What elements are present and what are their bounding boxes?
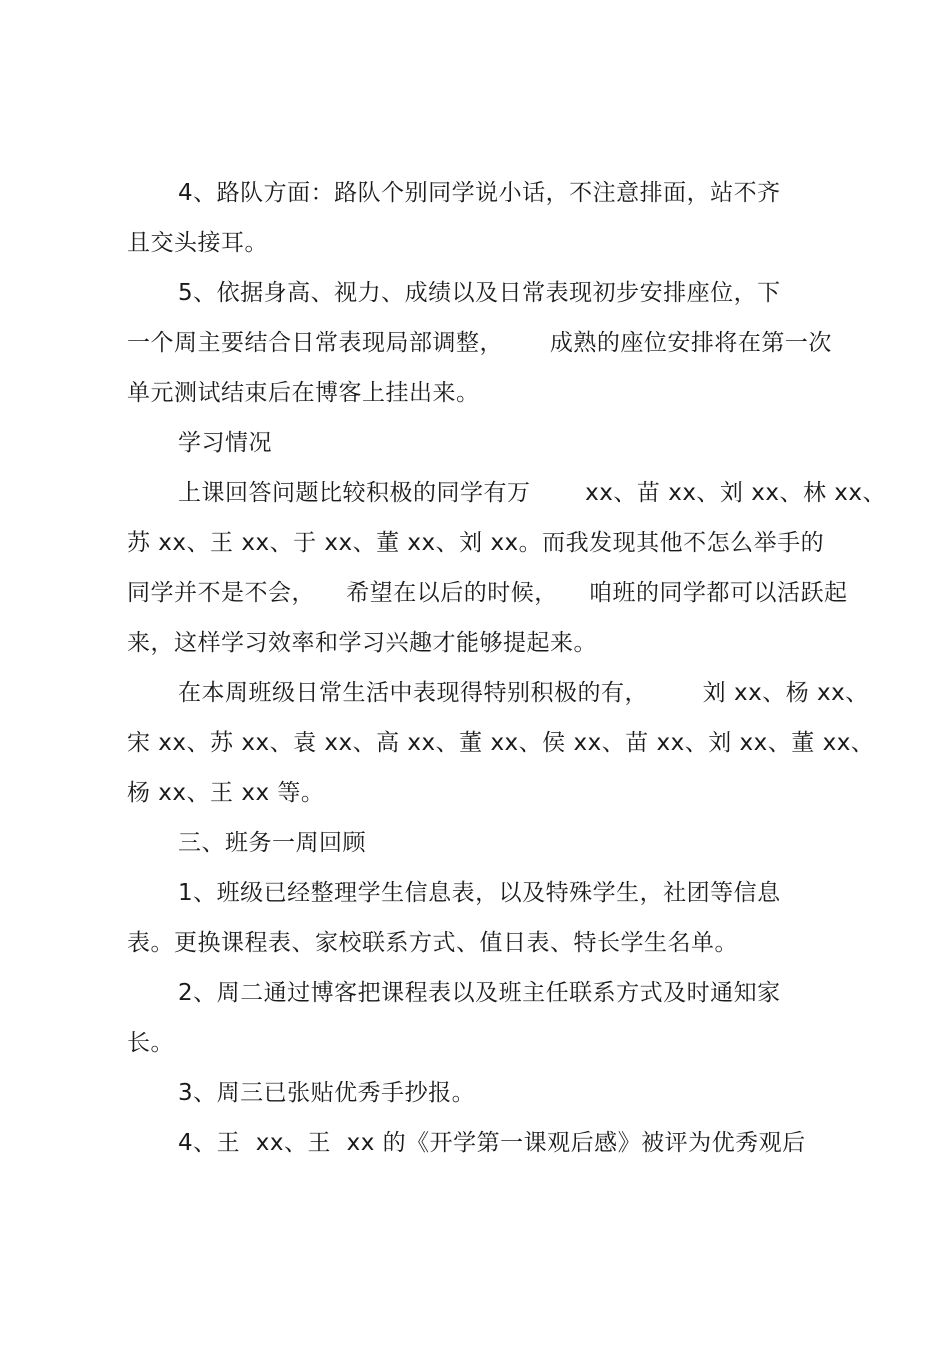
paragraph-line: 苏 xx、王 xx、于 xx、董 xx、刘 xx。而我发现其他不怎么举手的 (127, 530, 825, 556)
paragraph-line: 4、王 xx、王 xx 的《开学第一课观后感》被评为优秀观后 (178, 1130, 806, 1156)
paragraph-line: 长。 (127, 1030, 174, 1056)
paragraph-line: 单元测试结束后在博客上挂出来。 (127, 380, 480, 406)
paragraph-line: 且交头接耳。 (127, 230, 268, 256)
paragraph-line: 4、路队方面：路队个别同学说小话，不注意排面，站不齐 (178, 180, 781, 206)
paragraph-line: 同学并不是不会， 希望在以后的时候， 咱班的同学都可以活跃起 (127, 580, 848, 606)
paragraph-line: 上课回答问题比较积极的同学有万 xx、苗 xx、刘 xx、林 xx、 (178, 480, 887, 506)
paragraph-line: 在本周班级日常生活中表现得特别积极的有， 刘 xx、杨 xx、 (178, 680, 869, 706)
paragraph-line: 宋 xx、苏 xx、袁 xx、高 xx、董 xx、侯 xx、苗 xx、刘 xx、董 xx、 (127, 730, 875, 756)
paragraph-line: 2、周二通过博客把课程表以及班主任联系方式及时通知家 (178, 980, 781, 1006)
paragraph-line: 杨 xx、王 xx 等。 (127, 780, 325, 806)
paragraph-line: 一个周主要结合日常表现局部调整， 成熟的座位安排将在第一次 (127, 330, 832, 356)
paragraph-line: 5、依据身高、视力、成绩以及日常表现初步安排座位，下 (178, 280, 781, 306)
paragraph-line: 1、班级已经整理学生信息表，以及特殊学生，社团等信息 (178, 880, 781, 906)
paragraph-line: 3、周三已张贴优秀手抄报。 (178, 1080, 476, 1106)
section-heading: 三、班务一周回顾 (178, 830, 366, 856)
paragraph-line: 来，这样学习效率和学习兴趣才能够提起来。 (127, 630, 597, 656)
paragraph-line: 表。更换课程表、家校联系方式、值日表、特长学生名单。 (127, 930, 738, 956)
section-heading: 学习情况 (178, 430, 272, 456)
